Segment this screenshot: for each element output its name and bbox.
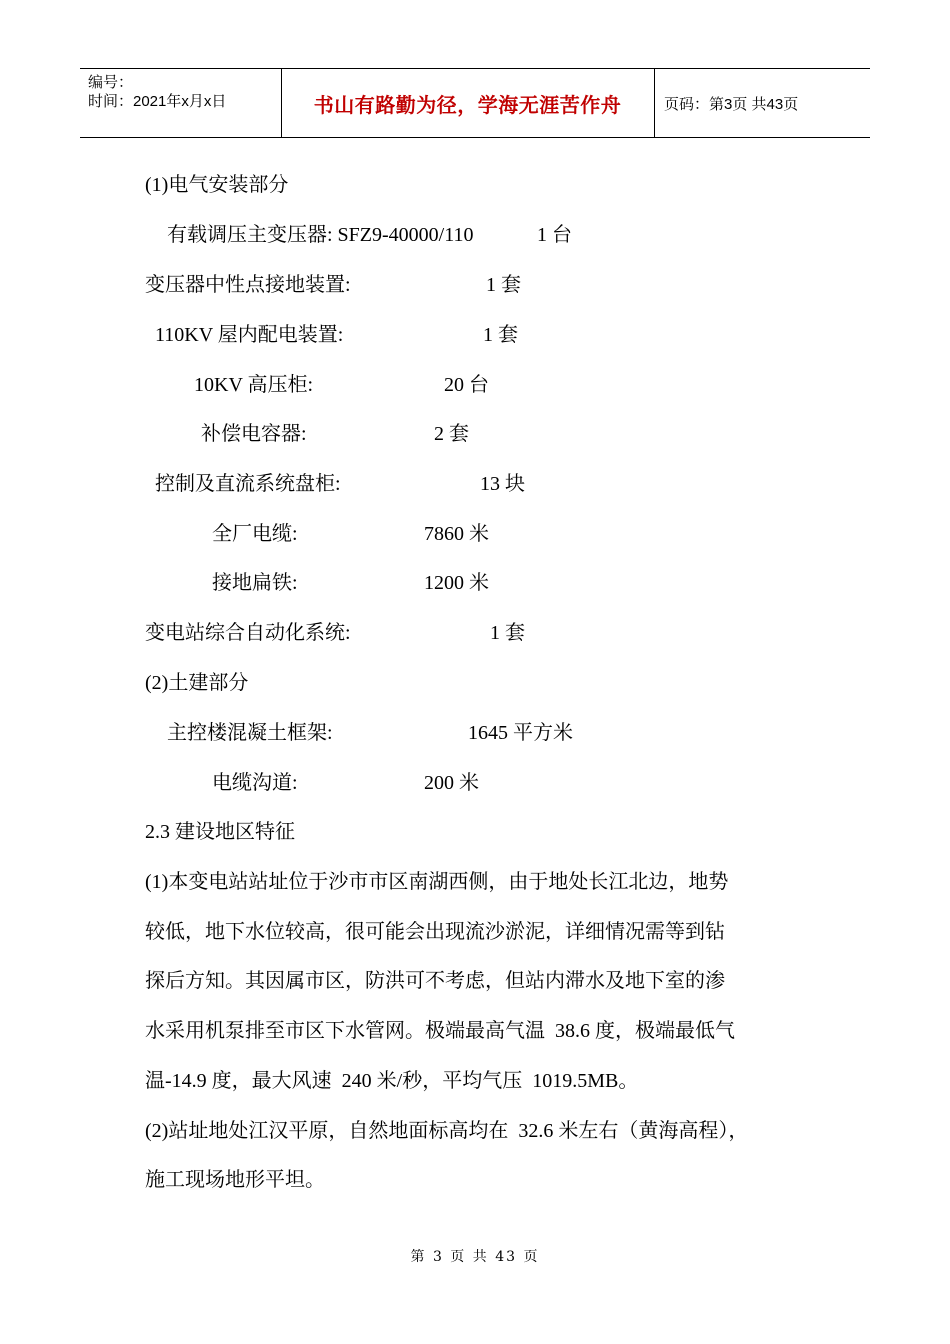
page-header bbox=[80, 68, 870, 138]
item-name: 控制及直流系统盘柜: bbox=[155, 473, 341, 495]
paragraph-line: (1)本变电站站址位于沙市市区南湖西侧，由于地处长江北边，地势 bbox=[145, 871, 729, 893]
paragraph-line: 探后方知。其因属市区，防洪可不考虑，但站内滞水及地下室的渗 bbox=[145, 970, 725, 992]
header-divider bbox=[654, 69, 655, 137]
item-qty: 1 套 bbox=[490, 622, 525, 644]
item-name: 变电站综合自动化系统: bbox=[145, 622, 351, 644]
time-label: 时间：2021年x月x日 bbox=[88, 93, 227, 110]
paragraph-line: 温-14.9 度，最大风速 240 米/秒，平均气压 1019.5MB。 bbox=[145, 1070, 639, 1092]
paragraph-line: 较低，地下水位较高，很可能会出现流沙淤泥，详细情况需等到钻 bbox=[145, 921, 725, 943]
header-meta bbox=[88, 73, 226, 111]
item-name: 10KV 高压柜: bbox=[194, 374, 314, 396]
number-label: 编号： bbox=[88, 74, 134, 91]
item-name: 变压器中性点接地装置: bbox=[145, 274, 351, 296]
section-title-electrical: (1)电气安装部分 bbox=[145, 174, 289, 196]
item-name: 110KV 屋内配电装置: bbox=[155, 324, 344, 346]
item-name: 主控楼混凝土框架: bbox=[167, 722, 333, 744]
item-name: 有载调压主变压器: SFZ9-40000/110 bbox=[167, 224, 474, 246]
paragraph-line: 水采用机泵排至市区下水管网。极端最高气温 38.6 度，极端最低气 bbox=[145, 1020, 735, 1042]
item-qty: 1 台 bbox=[537, 224, 572, 246]
paragraph-line: 施工现场地形平坦。 bbox=[145, 1169, 325, 1191]
item-qty: 20 台 bbox=[444, 374, 489, 396]
section-title-region: 2.3 建设地区特征 bbox=[145, 821, 295, 843]
item-qty: 1645 平方米 bbox=[468, 722, 573, 744]
section-title-civil: (2)土建部分 bbox=[145, 672, 249, 694]
item-qty: 1200 米 bbox=[424, 572, 489, 594]
item-qty: 13 块 bbox=[480, 473, 525, 495]
header-page-info: 页码：第3页 共43页 bbox=[664, 95, 799, 113]
item-name: 全厂电缆: bbox=[212, 523, 298, 545]
item-name: 接地扁铁: bbox=[212, 572, 298, 594]
item-name: 电缆沟道: bbox=[212, 772, 298, 794]
item-name: 补偿电容器: bbox=[201, 423, 307, 445]
item-qty: 7860 米 bbox=[424, 523, 489, 545]
item-qty: 1 套 bbox=[483, 324, 518, 346]
paragraph-line: (2)站址地处江汉平原，自然地面标高均在 32.6 米左右（黄海高程）， bbox=[145, 1120, 749, 1142]
item-qty: 2 套 bbox=[434, 423, 469, 445]
header-motto: 书山有路勤为径，学海无涯苦作舟 bbox=[313, 92, 622, 117]
item-qty: 1 套 bbox=[486, 274, 521, 296]
page-footer: 第 3 页 共 43 页 bbox=[410, 1249, 540, 1265]
item-qty: 200 米 bbox=[424, 772, 479, 794]
